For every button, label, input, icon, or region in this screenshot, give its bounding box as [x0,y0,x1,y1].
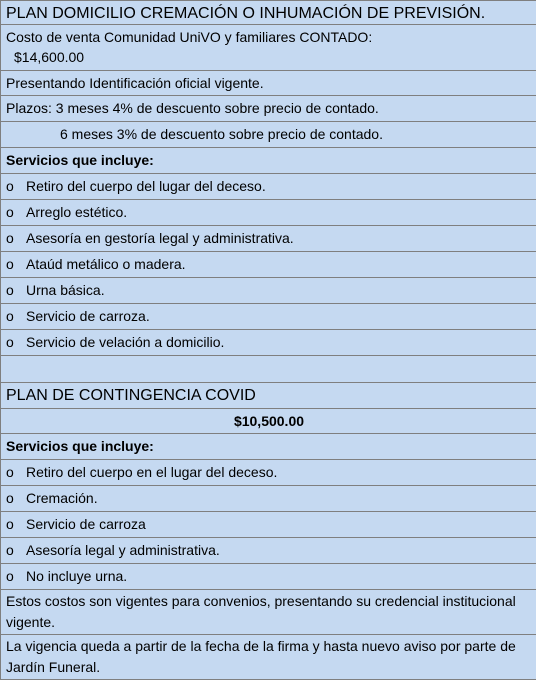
bullet-marker: o [6,464,14,480]
bullet-marker: o [6,568,14,584]
plan1-service-item [1,278,536,304]
plan1-price: $14,600.00 [14,49,85,65]
plan2-service-text: No incluye urna. [26,568,128,584]
plan1-service-text: Arreglo estético. [26,204,128,220]
plan1-plazo-2: 6 meses 3% de descuento sobre precio de contado. [1,122,536,148]
plan2-service-text: Cremación. [26,490,98,506]
bullet-marker: o [6,542,14,558]
plan2-service-text: Asesoría legal y administrativa. [26,542,220,558]
plan1-title: PLAN DOMICILIO CREMACIÓN O INHUMACIÓN DE PREVISIÓN. [1,0,536,25]
plan1-id-line: Presentando Identificación oficial vigente. [1,71,536,96]
plan2-service-item [1,538,536,564]
plan2-service-item [1,512,536,538]
plan1-service-text: Retiro del cuerpo del lugar del deceso. [26,178,266,194]
plan2-service-text: Servicio de carroza [26,516,146,532]
plan1-service-text: Asesoría en gestoría legal y administrativa. [26,230,294,246]
plan2-service-item [1,486,536,512]
plan2-service-item [1,460,536,486]
plan1-service-text: Servicio de carroza. [26,308,150,324]
bullet-marker: o [6,178,14,194]
plan1-cost-cell [1,25,536,71]
note-vigencia: La vigencia queda a partir de la fecha de la firma y hasta nuevo aviso por parte de Jardín Funeral. [1,635,536,680]
plan1-service-item [1,200,536,226]
plan1-plazo-1: Plazos: 3 meses 4% de descuento sobre precio de contado. [1,96,536,122]
note-convenios: Estos costos son vigentes para convenios, presentando su credencial institucional vigente. [1,590,536,635]
plan2-title: PLAN DE CONTINGENCIA COVID [1,383,536,409]
plan1-service-item [1,304,536,330]
plan2-price: $10,500.00 [1,409,536,434]
bullet-marker: o [6,490,14,506]
bullet-marker: o [6,282,14,298]
plan1-service-item [1,226,536,252]
plan1-service-text: Servicio de velación a domicilio. [26,334,225,350]
plan2-service-text: Retiro del cuerpo en el lugar del deceso. [26,464,278,480]
empty-row [1,356,536,383]
bullet-marker: o [6,516,14,532]
plan1-service-text: Urna básica. [26,282,105,298]
plan1-services-header: Servicios que incluye: [1,148,536,174]
plan1-service-item [1,330,536,356]
plan1-service-text: Ataúd metálico o madera. [26,256,186,272]
bullet-marker: o [6,308,14,324]
bullet-marker: o [6,204,14,220]
bullet-marker: o [6,334,14,350]
plan2-services-header: Servicios que incluye: [1,434,536,460]
plan2-service-item [1,564,536,590]
plan1-service-item [1,174,536,200]
plan1-service-item [1,252,536,278]
plan1-cost-line: Costo de venta Comunidad UniVO y familiares CONTADO: [6,29,373,45]
bullet-marker: o [6,256,14,272]
bullet-marker: o [6,230,14,246]
